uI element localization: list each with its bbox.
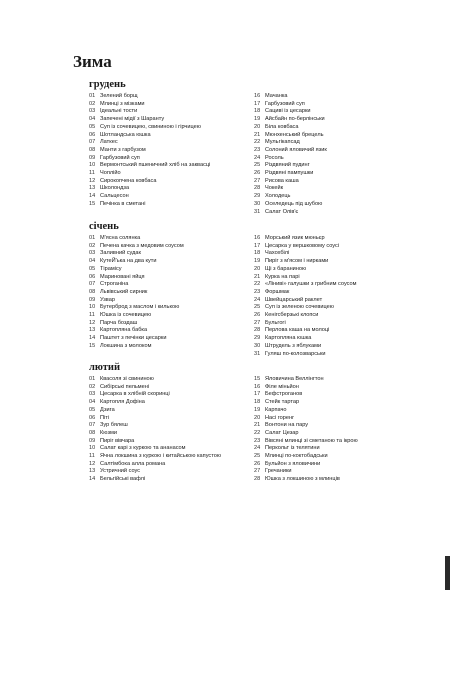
recipe-day-number: 24 <box>254 296 261 303</box>
recipe-day-number: 05 <box>89 123 96 130</box>
recipe-entry <box>254 250 394 258</box>
recipe-entry <box>254 320 394 328</box>
recipe-entry <box>254 461 394 469</box>
recipe-name: Пиріг з м'ясом і нирками <box>265 258 329 265</box>
recipe-name: Салтімбока алла романа <box>100 460 166 467</box>
recipe-day-number: 11 <box>89 170 95 177</box>
recipe-entry <box>89 407 229 415</box>
recipe-day-number: 09 <box>89 296 96 303</box>
recipe-entry <box>254 209 394 217</box>
recipe-name: Ячна локшина з куркою і китайською капустою <box>100 453 222 460</box>
recipe-name: Салат Цезар <box>265 429 299 436</box>
recipe-columns <box>89 376 409 676</box>
recipe-name: Шотландська юшка <box>100 131 151 138</box>
recipe-name: Тірамісу <box>100 265 122 272</box>
recipe-day-number: 02 <box>89 100 96 107</box>
recipe-entry <box>89 139 229 147</box>
page-edge-tab <box>445 556 450 590</box>
recipe-name: Мариновані яйця <box>100 273 145 280</box>
recipe-entry <box>89 178 229 186</box>
recipe-day-number: 06 <box>89 273 96 280</box>
recipe-name: «Ліниві» галушки з грибним соусом <box>265 281 357 288</box>
recipe-entry <box>254 327 394 335</box>
recipe-name: Гуляш по-колозварськи <box>265 350 326 357</box>
recipe-day-number: 21 <box>254 131 261 138</box>
recipe-name: Вівсяні млинці зі сметаною та ікрою <box>265 437 358 444</box>
recipe-entry <box>89 430 229 438</box>
recipe-day-number: 02 <box>89 383 96 390</box>
recipe-day-number: 09 <box>89 437 96 444</box>
recipe-name: Біла ковбаса <box>265 123 299 130</box>
recipe-entry <box>254 438 394 446</box>
recipe-name: Узвар <box>100 296 115 303</box>
recipe-day-number: 23 <box>254 288 261 295</box>
month-section-february <box>89 362 409 676</box>
recipe-day-number: 24 <box>254 445 261 452</box>
recipe-entry <box>254 124 394 132</box>
recipe-name: Бутерброд з маслом і килькою <box>100 304 180 311</box>
recipe-entry <box>89 438 229 446</box>
recipe-name: Суп із сочевицею, свининою і гірчицею <box>100 123 201 130</box>
recipe-day-number: 19 <box>254 258 261 265</box>
recipe-day-number: 01 <box>89 93 96 99</box>
recipe-entry <box>254 304 394 312</box>
recipe-name: Перкольт із телятини <box>265 445 320 452</box>
recipe-day-number: 07 <box>89 281 96 288</box>
recipe-entry <box>254 468 394 476</box>
recipe-entry <box>254 266 394 274</box>
recipe-day-number: 11 <box>89 453 95 460</box>
recipe-name: Салат Олів'є <box>265 208 299 215</box>
recipe-entry <box>89 335 229 343</box>
recipe-day-number: 12 <box>89 319 96 326</box>
recipe-name: Печена качка з медовим соусом <box>100 242 184 249</box>
recipe-day-number: 08 <box>89 429 96 436</box>
recipe-entry <box>254 147 394 155</box>
recipe-day-number: 19 <box>254 116 261 123</box>
recipe-entry <box>89 235 229 243</box>
recipe-name: Манти з гарбузом <box>100 146 146 153</box>
recipe-day-number: 05 <box>89 265 96 272</box>
recipe-entry <box>254 351 394 359</box>
recipe-day-number: 18 <box>254 108 261 115</box>
recipe-entry <box>254 235 394 243</box>
recipe-name: Сирокопчена ковбаса <box>100 177 157 184</box>
recipe-name: Картопля Дофіна <box>100 399 145 406</box>
recipe-day-number: 04 <box>89 116 96 123</box>
recipe-day-number: 27 <box>254 319 261 326</box>
recipe-entry <box>254 193 394 201</box>
recipe-entry <box>254 335 394 343</box>
recipe-day-number: 20 <box>254 265 261 272</box>
recipe-day-number: 10 <box>89 162 96 169</box>
recipe-entry <box>254 289 394 297</box>
recipe-day-number: 21 <box>254 273 261 280</box>
recipe-entry <box>254 101 394 109</box>
recipe-name: Чоплійо <box>100 170 121 177</box>
recipe-day-number: 15 <box>89 342 96 349</box>
recipe-name: Гарбузовий суп <box>100 154 140 161</box>
recipe-day-number: 10 <box>89 445 96 452</box>
recipe-name: Штрудель з яблуками <box>265 342 322 349</box>
recipe-entry <box>89 124 229 132</box>
recipe-entry <box>89 250 229 258</box>
recipe-name: Бельгійські вафлі <box>100 476 146 483</box>
recipe-entry <box>254 384 394 392</box>
recipe-list-right <box>254 235 394 358</box>
recipe-entry <box>89 116 229 124</box>
recipe-name: Бульйон з яловичини <box>265 460 321 467</box>
recipe-name: Айсбайн по-берлінськи <box>265 116 325 123</box>
recipe-name: Кенігсберзькі клопси <box>265 312 319 319</box>
recipe-day-number: 23 <box>254 146 261 153</box>
recipe-name: Бефстроганов <box>265 391 303 398</box>
recipe-day-number: 28 <box>254 327 261 334</box>
recipe-name: Картопляна юшка <box>265 335 312 342</box>
recipe-entry <box>89 327 229 335</box>
recipe-name: Стейк тартар <box>265 399 300 406</box>
recipe-day-number: 16 <box>254 235 261 241</box>
recipe-name: КутеЙ'ька на два кути <box>100 258 157 265</box>
recipe-name: Гарбузовий суп <box>265 100 305 107</box>
recipe-name: Різдвяний пудинг <box>265 162 310 169</box>
recipe-name: Ідеальні тости <box>100 108 138 115</box>
recipe-entry <box>254 476 394 484</box>
recipe-entry <box>89 343 229 351</box>
recipe-day-number: 12 <box>89 460 96 467</box>
recipe-day-number: 18 <box>254 399 261 406</box>
recipe-day-number: 25 <box>254 453 261 460</box>
recipe-name: Різдвяні пампушки <box>265 170 314 177</box>
recipe-name: Яловичина Веллінгтон <box>265 376 324 382</box>
recipe-day-number: 05 <box>89 406 96 413</box>
recipe-name: Росоль <box>265 154 284 161</box>
recipe-entry <box>254 258 394 266</box>
recipe-name: Філе міньйон <box>265 383 299 390</box>
recipe-entry <box>254 430 394 438</box>
recipe-name: Холодець <box>265 193 291 200</box>
recipe-entry <box>254 185 394 193</box>
recipe-day-number: 06 <box>89 414 96 421</box>
recipe-name: Школондза <box>100 185 130 192</box>
recipe-entry <box>254 399 394 407</box>
recipe-entry <box>89 476 229 484</box>
recipe-name: Львівський сирник <box>100 288 148 295</box>
recipe-day-number: 30 <box>254 342 261 349</box>
recipe-day-number: 08 <box>89 146 96 153</box>
recipe-name: Млинці з мізками <box>100 100 145 107</box>
recipe-day-number: 01 <box>89 235 96 241</box>
recipe-list-left <box>89 235 229 351</box>
recipe-name: Форшмак <box>265 288 290 295</box>
recipe-day-number: 03 <box>89 250 96 257</box>
recipe-name: Юшка з локшиною з млинців <box>265 476 340 483</box>
recipe-day-number: 07 <box>89 422 96 429</box>
recipe-day-number: 14 <box>89 476 96 483</box>
recipe-name: Салат карі з куркою та ананасом <box>100 445 186 452</box>
recipe-entry <box>89 101 229 109</box>
recipe-entry <box>254 407 394 415</box>
recipe-entry <box>89 297 229 305</box>
recipe-entry <box>254 453 394 461</box>
recipe-entry <box>254 243 394 251</box>
recipe-day-number: 17 <box>254 242 261 249</box>
recipe-day-number: 17 <box>254 391 261 398</box>
recipe-entry <box>89 422 229 430</box>
recipe-day-number: 20 <box>254 414 261 421</box>
month-title: лютий <box>89 362 121 373</box>
recipe-name: Зур бялеш <box>100 422 128 429</box>
recipe-day-number: 17 <box>254 100 261 107</box>
recipe-entry <box>254 139 394 147</box>
recipe-day-number: 30 <box>254 200 261 207</box>
recipe-day-number: 12 <box>89 177 96 184</box>
recipe-list-right <box>254 93 394 216</box>
recipe-name: Заливний судак <box>100 250 141 257</box>
recipe-name: Печінка в сметані <box>100 200 146 207</box>
recipe-entry <box>89 193 229 201</box>
recipe-day-number: 26 <box>254 170 261 177</box>
recipe-day-number: 01 <box>89 376 96 382</box>
recipe-name: Вонтони на пару <box>265 422 309 429</box>
recipe-name: Строганіна <box>100 281 129 288</box>
recipe-name: Запечені мідії з Шаранту <box>100 116 165 123</box>
recipe-list-right <box>254 376 394 484</box>
recipe-entry <box>254 281 394 289</box>
recipe-name: Вермонтський пшеничний хліб на заквасці <box>100 162 211 169</box>
recipe-day-number: 27 <box>254 177 261 184</box>
recipe-entry <box>89 281 229 289</box>
recipe-day-number: 08 <box>89 288 96 295</box>
recipe-name: Сациві із цесарки <box>265 108 311 115</box>
recipe-day-number: 06 <box>89 131 96 138</box>
recipe-day-number: 07 <box>89 139 96 146</box>
recipe-name: Парча боздаш <box>100 319 138 326</box>
recipe-entry <box>254 93 394 101</box>
recipe-day-number: 15 <box>254 376 261 382</box>
recipe-entry <box>89 312 229 320</box>
recipe-entry <box>89 468 229 476</box>
recipe-name: Чахохбілі <box>265 250 290 257</box>
recipe-day-number: 03 <box>89 391 96 398</box>
recipe-name: Швейцарський раклет <box>265 296 323 303</box>
recipe-name: Чокейк <box>265 185 284 192</box>
recipe-name: Гречаники <box>265 468 292 475</box>
recipe-day-number: 24 <box>254 154 261 161</box>
recipe-entry <box>254 415 394 423</box>
recipe-entry <box>254 422 394 430</box>
recipe-day-number: 28 <box>254 185 261 192</box>
recipe-name: Квасоля зі свининою <box>100 376 154 382</box>
recipe-entry <box>254 201 394 209</box>
page-title: Зима <box>73 52 112 71</box>
recipe-name: Кюзми <box>100 429 117 436</box>
recipe-day-number: 29 <box>254 335 261 342</box>
month-title: січень <box>89 221 119 232</box>
recipe-entry <box>89 170 229 178</box>
recipe-name: Зелений борщ <box>100 93 138 99</box>
recipe-day-number: 11 <box>89 312 95 319</box>
recipe-day-number: 14 <box>89 335 96 342</box>
recipe-entry <box>89 320 229 328</box>
recipe-list-left <box>89 93 229 209</box>
recipe-name: Латкес <box>100 139 118 146</box>
recipe-day-number: 29 <box>254 193 261 200</box>
recipe-entry <box>89 93 229 101</box>
recipe-name: Устричний соус <box>100 468 141 475</box>
recipe-name: Пиріг вівчара <box>100 437 135 444</box>
recipe-name: Суп із зеленою сочевицею <box>265 304 334 311</box>
recipe-entry <box>254 391 394 399</box>
recipe-name: Дзига <box>100 406 115 413</box>
recipe-name: Карпачо <box>265 406 287 413</box>
recipe-day-number: 16 <box>254 93 261 99</box>
recipe-entry <box>254 297 394 305</box>
month-title: грудень <box>89 79 126 90</box>
recipe-day-number: 22 <box>254 281 261 288</box>
recipe-entry <box>89 274 229 282</box>
recipe-day-number: 26 <box>254 460 261 467</box>
recipe-entry <box>254 132 394 140</box>
recipe-day-number: 09 <box>89 154 96 161</box>
recipe-entry <box>89 391 229 399</box>
recipe-entry <box>254 445 394 453</box>
recipe-day-number: 04 <box>89 258 96 265</box>
recipe-name: Щі з бараниною <box>265 265 307 272</box>
recipe-day-number: 26 <box>254 312 261 319</box>
recipe-entry <box>89 201 229 209</box>
recipe-day-number: 21 <box>254 422 261 429</box>
recipe-entry <box>254 376 394 384</box>
recipe-entry <box>89 304 229 312</box>
recipe-name: Мюнхенський брецель <box>265 131 324 138</box>
recipe-name: Юшка із сочевицею <box>100 312 152 319</box>
recipe-day-number: 13 <box>89 468 96 475</box>
recipe-name: Сибірські пельмені <box>100 383 150 390</box>
recipe-day-number: 13 <box>89 185 96 192</box>
recipe-name: Насі горенг <box>265 414 295 421</box>
recipe-day-number: 18 <box>254 250 261 257</box>
recipe-name: Курка на парі <box>265 273 300 280</box>
recipe-entry <box>254 343 394 351</box>
recipe-entry <box>89 185 229 193</box>
recipe-entry <box>254 116 394 124</box>
recipe-entry <box>89 445 229 453</box>
recipe-entry <box>89 266 229 274</box>
recipe-entry <box>254 162 394 170</box>
recipe-name: Млинці по-коктобадськи <box>265 453 328 460</box>
recipe-day-number: 20 <box>254 123 261 130</box>
recipe-entry <box>254 312 394 320</box>
recipe-entry <box>254 274 394 282</box>
recipe-day-number: 13 <box>89 327 96 334</box>
recipe-name: Бульгогі <box>265 319 286 326</box>
recipe-entry <box>89 147 229 155</box>
recipe-entry <box>89 453 229 461</box>
recipe-name: Солоний яловичий язик <box>265 146 327 153</box>
recipe-name: Цесарка в хлібній скоринці <box>100 391 170 398</box>
recipe-name: Оселедець під шубою <box>265 200 323 207</box>
recipe-day-number: 23 <box>254 437 261 444</box>
recipe-day-number: 15 <box>89 200 96 207</box>
recipe-name: Локшина з молоком <box>100 342 152 349</box>
recipe-entry <box>254 108 394 116</box>
recipe-entry <box>89 108 229 116</box>
recipe-day-number: 22 <box>254 139 261 146</box>
recipe-day-number: 28 <box>254 476 261 483</box>
recipe-name: Піті <box>100 414 110 421</box>
recipe-entry <box>254 170 394 178</box>
recipe-name: Мульгікапсад <box>265 139 300 146</box>
recipe-entry <box>89 258 229 266</box>
recipe-day-number: 25 <box>254 304 261 311</box>
recipe-day-number: 22 <box>254 429 261 436</box>
recipe-name: Перлова каша на молоці <box>265 327 330 334</box>
recipe-day-number: 31 <box>254 208 261 215</box>
recipe-day-number: 19 <box>254 406 261 413</box>
recipe-entry <box>89 132 229 140</box>
recipe-list-left <box>89 376 229 484</box>
recipe-name: М'ясна солянка <box>100 235 141 241</box>
recipe-day-number: 04 <box>89 399 96 406</box>
recipe-day-number: 03 <box>89 108 96 115</box>
recipe-name: Рисова каша <box>265 177 299 184</box>
recipe-entry <box>89 399 229 407</box>
recipe-day-number: 10 <box>89 304 96 311</box>
recipe-name: Сальцесон <box>100 193 129 200</box>
recipe-entry <box>89 415 229 423</box>
recipe-entry <box>89 376 229 384</box>
recipe-day-number: 14 <box>89 193 96 200</box>
recipe-day-number: 31 <box>254 350 261 357</box>
recipe-name: Мачанка <box>265 93 288 99</box>
recipe-entry <box>89 289 229 297</box>
recipe-name: Цесарка у вершковому соусі <box>265 242 340 249</box>
recipe-name: Картопляна бабка <box>100 327 148 334</box>
recipe-day-number: 25 <box>254 162 261 169</box>
recipe-name: Паштет з печінки цесарки <box>100 335 167 342</box>
recipe-entry <box>89 162 229 170</box>
recipe-day-number: 16 <box>254 383 261 390</box>
recipe-name: Морський язик мюньєр <box>265 235 325 241</box>
recipe-day-number: 27 <box>254 468 261 475</box>
recipe-day-number: 02 <box>89 242 96 249</box>
